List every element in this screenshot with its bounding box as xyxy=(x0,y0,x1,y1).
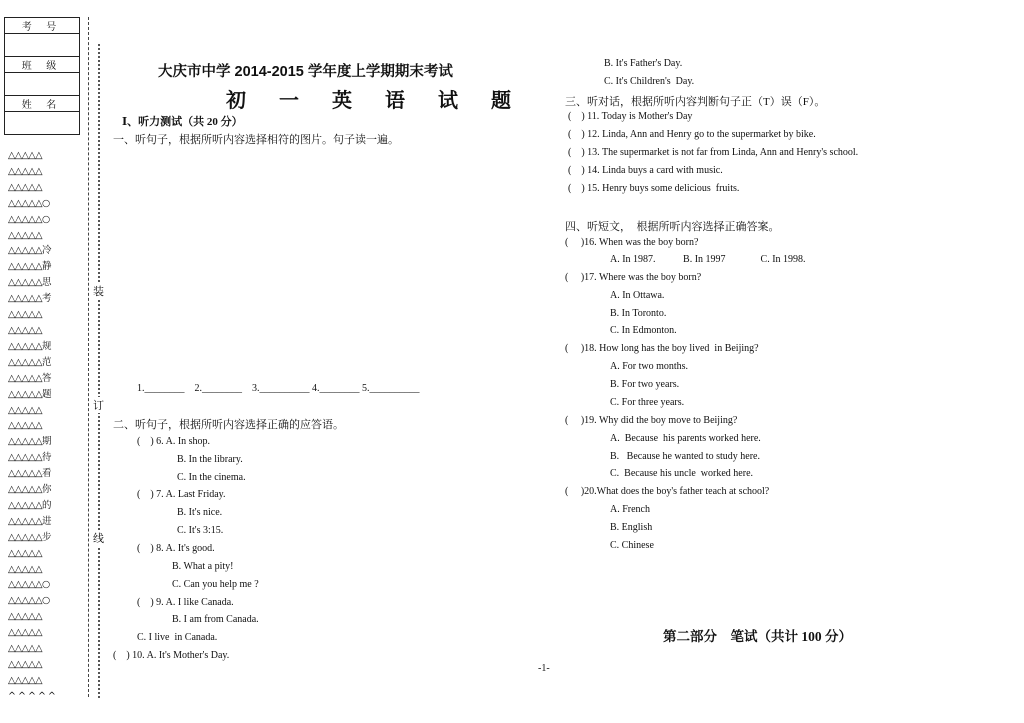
triangle-line: △△△△△ xyxy=(8,611,43,623)
triangle-line: △△△△△ xyxy=(8,181,43,193)
binding-mark-ding: 订 xyxy=(93,397,104,413)
triangle-line: △△△△△ xyxy=(8,324,43,336)
triangle-line: △△△△△ xyxy=(8,674,43,686)
triangle-line: △△△△△ xyxy=(8,309,43,321)
list-item: C. Can you help me ? xyxy=(172,579,259,590)
triangle-line: △△△△△ xyxy=(8,659,43,670)
list-item: A. In 1987. B. In 1997 C. In 1998. xyxy=(610,254,806,265)
list-item: ( ) 13. The supermarket is not far from Linda, Ann and Henry's school. xyxy=(568,147,859,158)
list-item: B. Because he wanted to study here. xyxy=(610,451,760,462)
triangle-line: △△△△△○ xyxy=(8,213,50,225)
triangle-line: △△△△△规 xyxy=(8,340,52,352)
triangle-line: △△△△△ xyxy=(8,563,43,575)
exam-title: 大庆市中学 2014-2015 学年度上学期期末考试 xyxy=(158,64,453,80)
triangle-line: △△△△△ xyxy=(8,643,43,655)
list-item: B. In Toronto. xyxy=(610,308,667,319)
list-item: ( ) 7. A. Last Friday. xyxy=(137,489,226,500)
list-item: C. It's 3:15. xyxy=(177,525,224,536)
list-item: ( ) 15. Henry buys some delicious fruits. xyxy=(568,183,740,194)
section4-instruction: 四、听短文， 根据所听内容选择正确答案。 xyxy=(565,221,780,233)
triangle-line: △△△△△ xyxy=(8,229,43,241)
name-label: 姓 名 xyxy=(5,96,80,112)
list-item: C. It's Children's Day. xyxy=(604,76,695,87)
binding-line-dotted xyxy=(98,44,100,698)
list-item: ( ) 10. A. It's Mother's Day. xyxy=(113,650,230,661)
list-item: ( )17. Where was the boy born? xyxy=(565,272,702,283)
list-item: B. English xyxy=(610,522,653,533)
part2-heading: 第二部分 笔试（共计 100 分） xyxy=(663,629,852,644)
list-item: C. Because his uncle worked here. xyxy=(610,468,754,479)
triangle-line: △△△△△○ xyxy=(8,579,50,591)
list-item: ( ) 14. Linda buys a card with music. xyxy=(568,165,723,176)
list-item: A. In Ottawa. xyxy=(610,290,665,301)
name-field[interactable] xyxy=(5,112,80,135)
binding-mark-zhuang: 装 xyxy=(93,283,104,299)
exam-subtitle: 初 一 英 语 试 题 xyxy=(226,90,525,112)
list-item: ( ) 9. A. I like Canada. xyxy=(137,597,234,608)
exam-number-field[interactable] xyxy=(5,34,80,57)
triangle-line: ^ ^ ^ ^ ^ xyxy=(8,690,56,702)
list-item: B. I am from Canada. xyxy=(172,614,259,625)
triangle-line: △△△△△答 xyxy=(8,372,52,384)
list-item: ( )18. How long has the boy lived in Beijing? xyxy=(565,343,759,354)
triangle-line: △△△△△ xyxy=(8,165,43,177)
list-item: B. It's nice. xyxy=(177,507,223,518)
list-item: C. In the cinema. xyxy=(177,472,246,483)
triangle-line: △△△△△进 xyxy=(8,515,52,527)
list-item: B. What a pity! xyxy=(172,561,234,572)
list-item: ( ) 6. A. In shop. xyxy=(137,436,211,447)
section2-instruction: 二、听句子，根据所听内容选择正确的应答语。 xyxy=(113,419,344,431)
binding-line-dashed xyxy=(88,17,89,697)
triangle-line: △△△△△看 xyxy=(8,468,52,480)
triangle-border-column xyxy=(8,148,88,705)
list-item: ( )19. Why did the boy move to Beijing? xyxy=(565,415,738,426)
triangle-line: △△△△△ xyxy=(8,627,43,639)
section3-instruction: 三、听对话，根据所听内容判断句子正（T）误（F）。 xyxy=(565,96,826,108)
triangle-line: △△△△△你 xyxy=(8,484,52,496)
part1-heading: Ⅰ、听力测试（共 20 分） xyxy=(122,116,243,128)
triangle-line: △△△△△○ xyxy=(8,595,50,607)
class-field[interactable] xyxy=(5,73,80,96)
triangle-line: △△△△△思 xyxy=(8,277,52,289)
triangle-line: △△△△△ xyxy=(8,420,43,432)
list-item: A. French xyxy=(610,504,650,515)
list-item: B. In the library. xyxy=(177,454,243,465)
triangle-line: △△△△△○ xyxy=(8,197,50,209)
list-item: C. I live in Canada. xyxy=(137,632,218,643)
triangle-line: △△△△△ xyxy=(8,547,43,559)
student-info-table xyxy=(4,17,80,135)
triangle-line: △△△△△考 xyxy=(8,293,52,305)
triangle-line: △△△△△题 xyxy=(8,388,52,400)
triangle-line: △△△△△步 xyxy=(8,531,52,543)
triangle-line: △△△△△静 xyxy=(8,261,52,273)
list-item: A. For two months. xyxy=(610,361,689,372)
triangle-line: △△△△△范 xyxy=(8,356,52,368)
picture-answer-blanks[interactable]: 1.________ 2.________ 3.__________ 4.________ 5.__________ xyxy=(137,383,420,394)
list-item: ( ) 8. A. It's good. xyxy=(137,543,215,554)
list-item: ( )16. When was the boy born? xyxy=(565,237,699,248)
triangle-line: △△△△△期 xyxy=(8,436,52,448)
list-item: A. Because his parents worked here. xyxy=(610,433,761,444)
exam-number-label: 考 号 xyxy=(5,18,80,34)
list-item: C. Chinese xyxy=(610,540,654,551)
triangle-line: △△△△△ xyxy=(8,150,43,161)
triangle-line: △△△△△ xyxy=(8,404,43,416)
list-item: ( )20.What does the boy's father teach at school? xyxy=(565,486,770,497)
page-number: -1- xyxy=(538,663,550,674)
class-label: 班 级 xyxy=(5,57,80,73)
list-item: B. It's Father's Day. xyxy=(604,58,683,69)
triangle-line: △△△△△待 xyxy=(8,452,52,464)
triangle-line: △△△△△冷 xyxy=(8,245,52,257)
list-item: C. For three years. xyxy=(610,397,685,408)
list-item: B. For two years. xyxy=(610,379,680,390)
binding-mark-xian: 线 xyxy=(93,530,104,546)
triangle-line: △△△△△的 xyxy=(8,499,52,511)
list-item: ( ) 12. Linda, Ann and Henry go to the supermarket by bike. xyxy=(568,129,816,140)
section1-instruction: 一、听句子，根据所听内容选择相符的图片。句子读一遍。 xyxy=(113,134,399,146)
list-item: ( ) 11. Today is Mother's Day xyxy=(568,111,693,122)
list-item: C. In Edmonton. xyxy=(610,325,677,336)
